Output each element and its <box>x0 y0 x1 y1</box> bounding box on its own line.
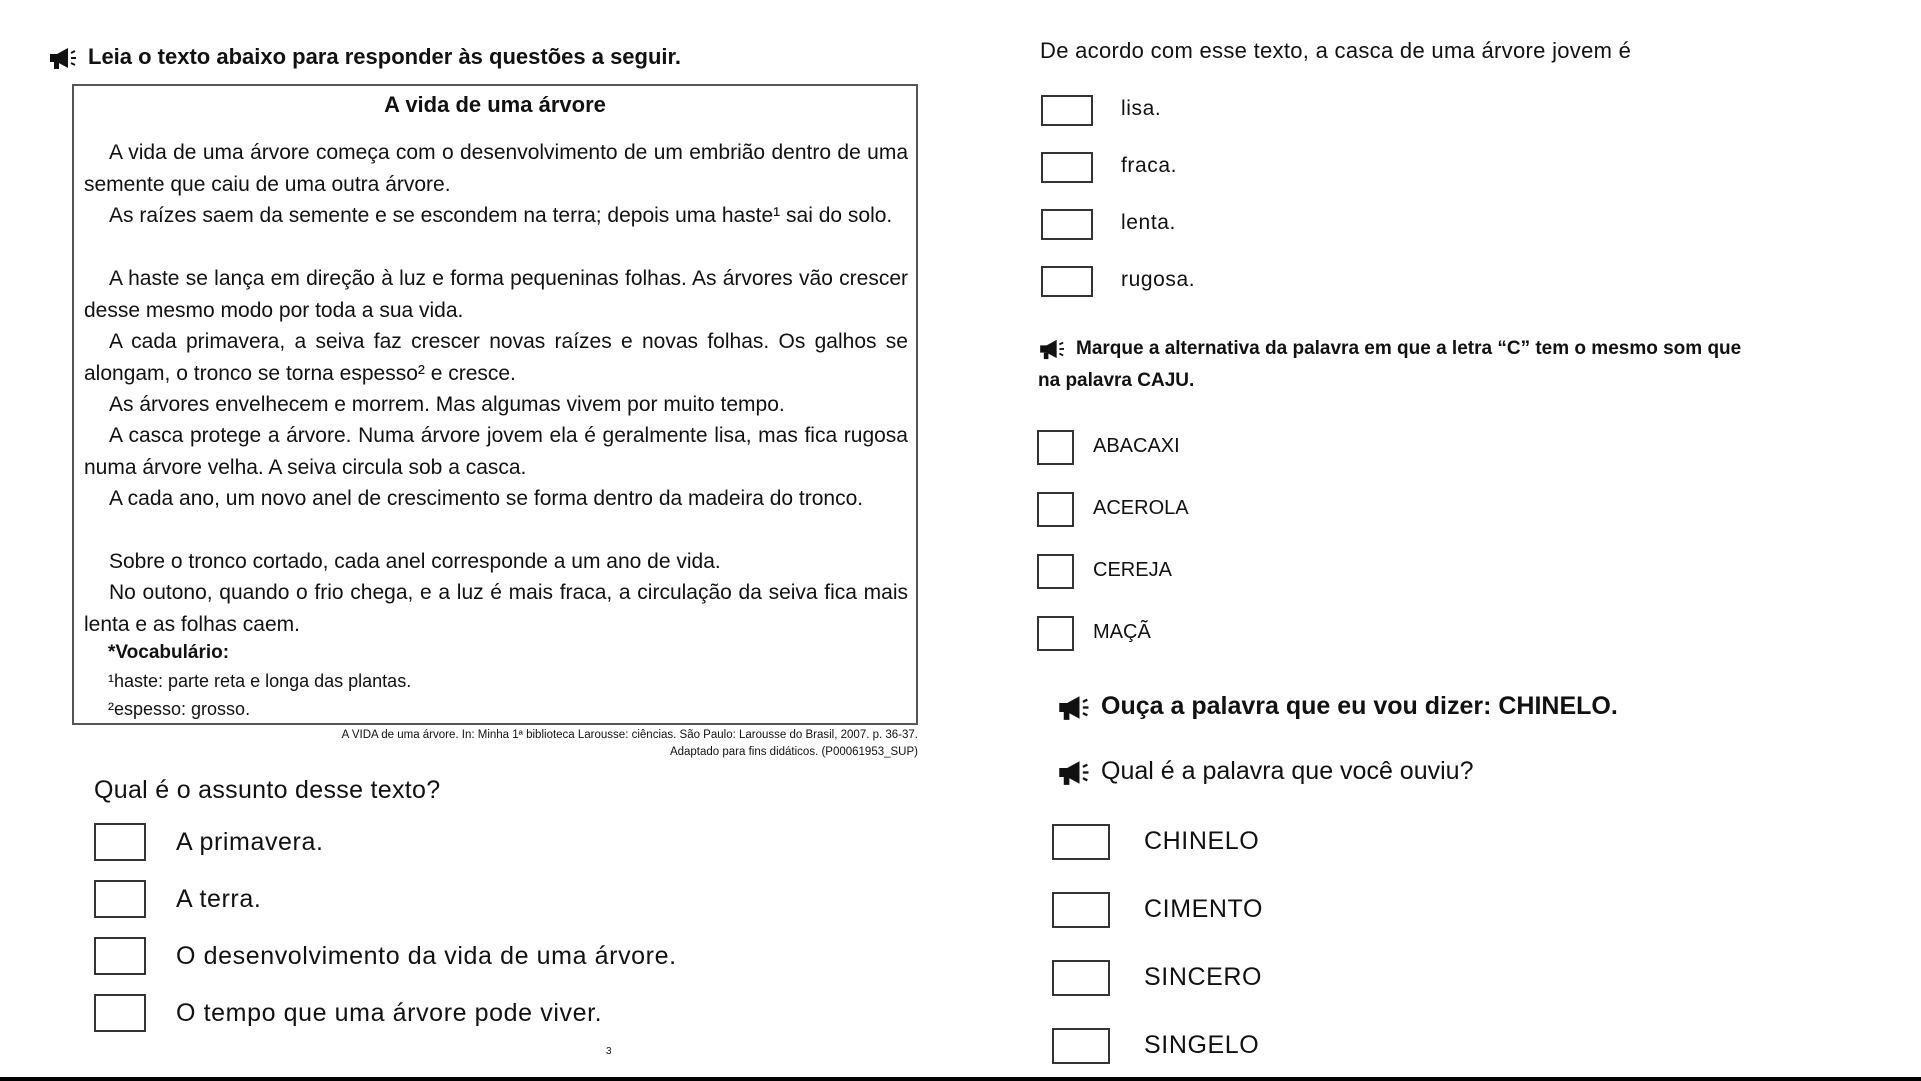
paragraph: A cada ano, um novo anel de crescimento se forma dentro da madeira do tronco. <box>109 487 864 510</box>
option-checkbox[interactable] <box>1041 266 1093 297</box>
option-label: ACEROLA <box>1093 497 1189 519</box>
option-label: O desenvolvimento da vida de uma árvore. <box>176 942 677 970</box>
paragraph: A casca protege a árvore. Numa árvore jovem ela é geralmente lisa, mas fica rugosa numa árvore velha. A seiva circula sob a casca. <box>84 424 908 479</box>
option-checkbox[interactable] <box>1037 430 1074 465</box>
option-label: MAÇÃ <box>1093 621 1151 643</box>
option-checkbox[interactable] <box>1037 616 1074 651</box>
question-label: Qual é a palavra que você ouviu? <box>1101 757 1474 785</box>
vocabulary-item: ²espesso: grosso. <box>108 699 251 719</box>
option-label: CEREJA <box>1093 559 1172 581</box>
option-label: CIMENTO <box>1144 895 1264 923</box>
option-checkbox[interactable] <box>1041 95 1093 126</box>
instruction-read-text <box>48 44 681 70</box>
option-label: ABACAXI <box>1093 435 1180 457</box>
question-bark: De acordo com esse texto, a casca de uma árvore jovem é <box>1040 38 1632 63</box>
paragraph: A haste se lança em direção à luz e forma pequeninas folhas. As árvores vão crescer desse mesmo modo por toda a sua vida. <box>84 267 908 322</box>
paragraph: No outono, quando o frio chega, e a luz é mais fraca, a circulação da seiva fica mais lenta e as folhas caem. <box>84 581 908 636</box>
option-label: lenta. <box>1121 211 1176 234</box>
speaker-icon <box>1038 338 1068 360</box>
option-label: rugosa. <box>1121 268 1196 291</box>
text-title: A vida de uma árvore <box>384 92 606 117</box>
option-checkbox[interactable] <box>1052 1028 1110 1064</box>
option-checkbox[interactable] <box>1052 824 1110 860</box>
question-line: na palavra CAJU. <box>1038 370 1195 391</box>
option-checkbox[interactable] <box>1052 892 1110 928</box>
page-bottom-border <box>0 1077 1921 1081</box>
option-checkbox[interactable] <box>94 994 146 1032</box>
option-checkbox[interactable] <box>1041 152 1093 183</box>
option-label: SINCERO <box>1144 963 1263 991</box>
question-letter-c <box>1038 338 1741 360</box>
option-checkbox[interactable] <box>1041 209 1093 240</box>
option-checkbox[interactable] <box>1037 554 1074 589</box>
paragraph: A cada primavera, a seiva faz crescer novas raízes e novas folhas. Os galhos se alongam, o tronco se torna espesso² e cresce. <box>84 330 908 385</box>
option-checkbox[interactable] <box>94 823 146 861</box>
speaker-icon <box>1057 694 1093 721</box>
paragraph: As raízes saem da semente e se escondem na terra; depois uma haste¹ sai do solo. <box>109 204 893 227</box>
instruction-label: Ouça a palavra que eu vou dizer: CHINELO. <box>1101 692 1618 720</box>
paragraph: Sobre o tronco cortado, cada anel corresponde a um ano de vida. <box>109 550 721 573</box>
option-checkbox[interactable] <box>1037 492 1074 527</box>
question-subject: Qual é o assunto desse texto? <box>94 776 441 804</box>
speaker-icon <box>1057 759 1093 786</box>
page-number: 3 <box>606 1046 612 1057</box>
question-line: Marque a alternativa da palavra em que a letra “C” tem o mesmo som que <box>1076 338 1742 360</box>
vocabulary-title: *Vocabulário: <box>108 642 230 663</box>
paragraph: A vida de uma árvore começa com o desenvolvimento de um embrião dentro de uma semente que caiu de uma outra árvore. <box>84 141 908 196</box>
option-label: fraca. <box>1121 154 1178 177</box>
source-note: Adaptado para fins didáticos. (P00061953_SUP) <box>669 746 918 758</box>
option-checkbox[interactable] <box>1052 960 1110 996</box>
source-citation: A VIDA de uma árvore. In: Minha 1ª biblioteca Larousse: ciências. São Paulo: Larousse do Brasil, 2007. p. 36-37. <box>341 729 918 741</box>
paragraph: As árvores envelhecem e morrem. Mas algumas vivem por muito tempo. <box>109 393 785 416</box>
option-checkbox[interactable] <box>94 880 146 918</box>
instruction-listen <box>1057 692 1618 721</box>
option-label: A terra. <box>176 885 262 913</box>
option-label: CHINELO <box>1144 827 1260 855</box>
reading-text-box <box>72 84 918 725</box>
instruction-label: Leia o texto abaixo para responder às questões a seguir. <box>88 44 681 69</box>
option-label: A primavera. <box>176 828 324 856</box>
option-checkbox[interactable] <box>94 937 146 975</box>
question-heard-word <box>1057 757 1473 786</box>
option-label: SINGELO <box>1144 1031 1260 1059</box>
option-label: lisa. <box>1121 97 1162 120</box>
vocabulary-item: ¹haste: parte reta e longa das plantas. <box>108 671 412 691</box>
option-label: O tempo que uma árvore pode viver. <box>176 999 603 1027</box>
speaker-icon <box>48 46 80 70</box>
